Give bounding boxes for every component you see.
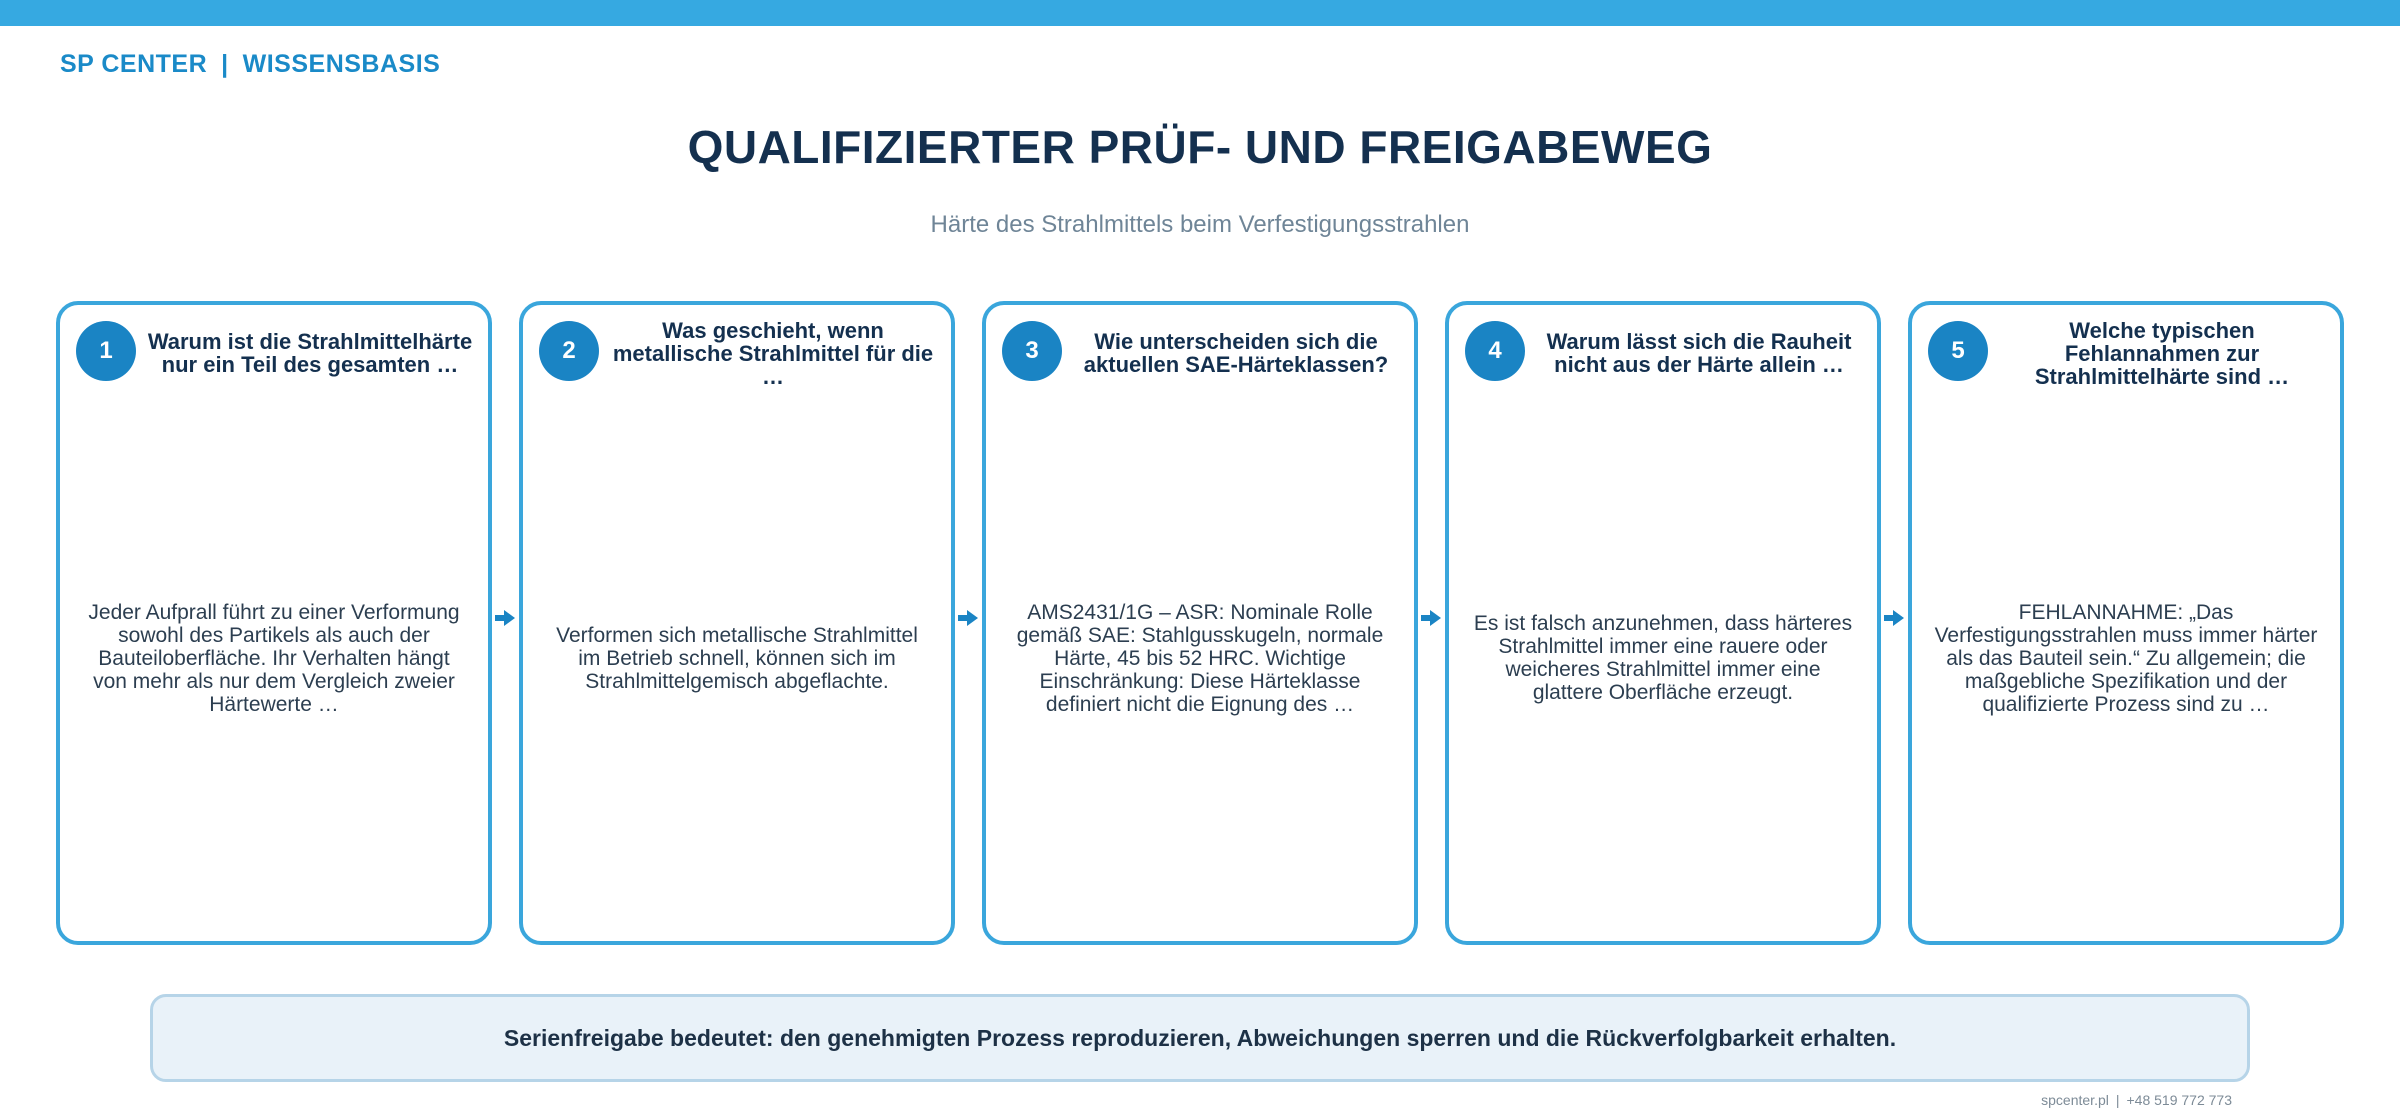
step-number-badge: 4 <box>1465 321 1525 381</box>
step-body: Jeder Aufprall führt zu einer Verformung sowohl des Partikels als auch der Bauteiloberfläche. Ihr Verhalten hängt von mehr als nur dem Vergleich zweier Härtewerte … <box>88 600 460 716</box>
step-title: Wie unterscheiden sich die aktuellen SAE-Härteklassen? <box>1083 329 1389 377</box>
brand-section: WISSENSBASIS <box>242 50 441 78</box>
process-steps <box>56 301 2346 945</box>
contact-line <box>2041 1092 2232 1108</box>
step-body: AMS2431/1G – ASR: Nominale Rolle gemäß SAE: Stahlgusskugeln, normale Härte, 45 bis 52 HRC. Wichtige Einschränkung: Diese Härteklasse definiert nicht die Eignung des … <box>1016 600 1384 716</box>
step-number-badge: 3 <box>1002 321 1062 381</box>
brand-header <box>60 50 440 79</box>
step-card-3 <box>982 301 1418 945</box>
step-number-badge: 5 <box>1928 321 1988 381</box>
step-title: Warum lässt sich die Rauheit nicht aus der Härte allein … <box>1546 329 1852 377</box>
phone-text: +48 519 772 773 <box>2126 1092 2232 1108</box>
step-number-badge: 1 <box>76 321 136 381</box>
arrow-right-icon <box>957 607 979 629</box>
step-title: Warum ist die Strahlmittelhärte nur ein Teil des gesamten … <box>147 329 473 377</box>
arrow-right-icon <box>1883 607 1905 629</box>
step-card-5 <box>1908 301 2344 945</box>
step-card-2 <box>519 301 955 945</box>
summary-banner <box>150 994 2250 1082</box>
page-subtitle: Härte des Strahlmittels beim Verfestigungsstrahlen <box>930 211 1470 238</box>
top-accent-bar <box>0 0 2400 26</box>
contact-separator: | <box>2115 1092 2120 1108</box>
step-title: Welche typischen Fehlannahmen zur Strahlmittelhärte sind … <box>2034 317 2290 389</box>
step-card-1 <box>56 301 492 945</box>
step-title: Was geschieht, wenn metallische Strahlmittel für die … <box>612 317 934 389</box>
page-title: QUALIFIZIERTER PRÜF- UND FREIGABEWEG <box>687 121 1713 173</box>
step-number-badge: 2 <box>539 321 599 381</box>
step-body: Verformen sich metallische Strahlmittel im Betrieb schnell, können sich im Strahlmittelgemisch abgeflachte. <box>556 623 918 693</box>
brand-name: SP CENTER <box>60 50 208 78</box>
arrow-right-icon <box>494 607 516 629</box>
summary-text: Serienfreigabe bedeutet: den genehmigten Prozess reproduzieren, Abweichungen sperren und die Rückverfolgbarkeit erhalten. <box>503 1024 1897 1051</box>
step-body: FEHLANNAHME: „Das Verfestigungsstrahlen muss immer härter als das Bauteil sein.“ Zu allgemein; die maßgebliche Spezifikation und der qualifizierte Prozess sind zu … <box>1934 600 2318 716</box>
step-body: Es ist falsch anzunehmen, dass härteres Strahlmittel immer eine rauere oder weicheres Strahlmittel immer eine glattere Oberfläche erzeugt. <box>1473 612 1853 704</box>
brand-separator: | <box>221 50 229 78</box>
website-text: spcenter.pl <box>2041 1092 2109 1108</box>
arrow-right-icon <box>1420 607 1442 629</box>
step-card-4 <box>1445 301 1881 945</box>
